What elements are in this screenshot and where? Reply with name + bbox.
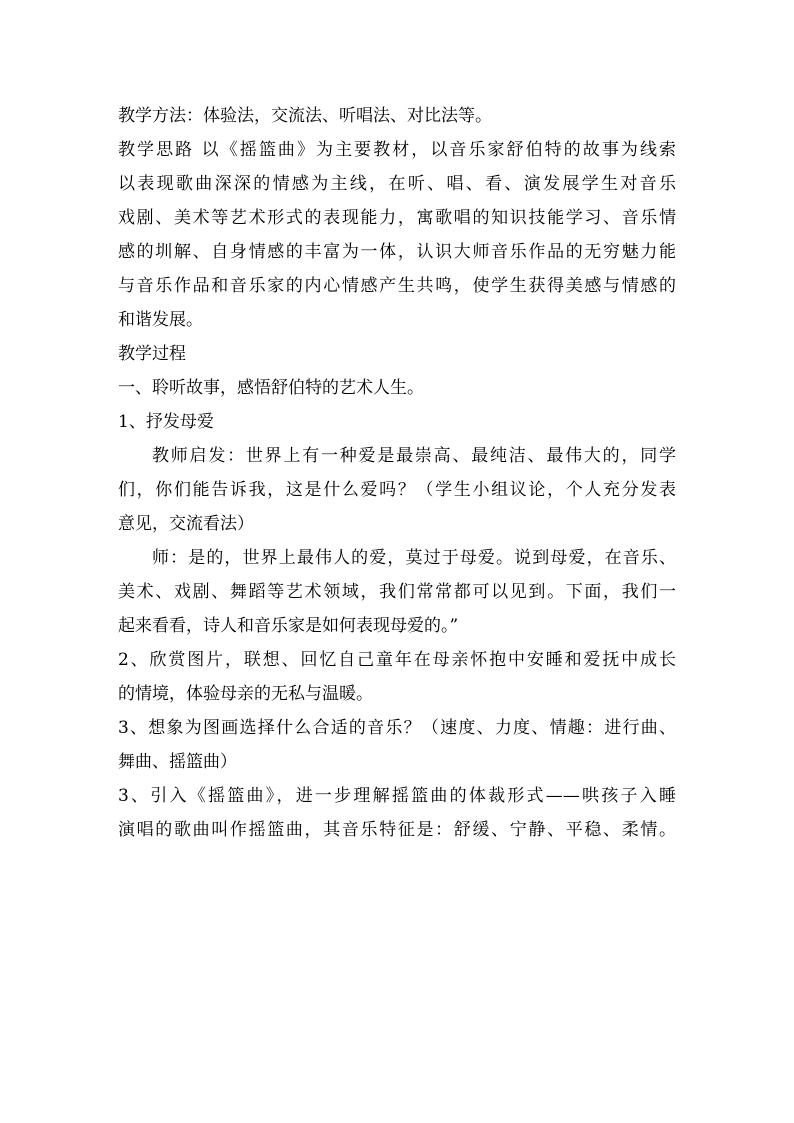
text-line: 戏剧、美术等艺术形式的表现能力，寓歌唱的知识技能学习、音乐情 xyxy=(118,208,676,228)
text-line: 意见，交流看法） xyxy=(118,514,254,534)
text-line: 以表现歌曲深深的情感为主线，在听、唱、看、演发展学生对音乐 xyxy=(118,174,676,194)
document-body xyxy=(118,99,678,847)
text-line: 演唱的歌曲叫作摇篮曲，其音乐特征是：舒缓、宁静、平稳、柔情。 xyxy=(118,820,676,840)
text-line: 与音乐作品和音乐家的内心情感产生共鸣，使学生获得美感与情感的 xyxy=(118,276,676,296)
text-line: 舞曲、摇篮曲） xyxy=(118,752,237,772)
text-line: 1、抒发母爱 xyxy=(118,412,214,432)
text-line: 美术、戏剧、舞蹈等艺术领域，我们常常都可以见到。下面，我们一 xyxy=(118,582,676,602)
text-line: 教学方法：体验法，交流法、听唱法、对比法等。 xyxy=(118,106,492,126)
text-line: 起来看看，诗人和音乐家是如何表现母爱的。” xyxy=(118,616,459,636)
text-line: 教学思路 以《摇篮曲》为主要教材，以音乐家舒伯特的故事为线索 xyxy=(118,140,676,160)
text-line: 和谐发展。 xyxy=(118,310,203,330)
text-line: 教学过程 xyxy=(118,344,186,364)
text-line: 3、想象为图画选择什么合适的音乐？（速度、力度、情趣：进行曲、 xyxy=(118,718,676,738)
text-line: 师：是的，世界上最伟人的爱，莫过于母爱。说到母爱，在音乐、 xyxy=(152,548,676,568)
text-line: 一、聆听故事，感悟舒伯特的艺术人生。 xyxy=(118,378,424,398)
text-line: 感的圳解、自身情感的丰富为一体，认识大师音乐作品的无穷魅力能 xyxy=(118,242,676,262)
text-line: 3、引入《摇篮曲》，进一步理解摇篮曲的体裁形式——哄孩子入睡 xyxy=(118,786,676,806)
text-line: 们，你们能告诉我，这是什么爱吗？（学生小组议论，个人充分发表 xyxy=(118,480,676,500)
text-line: 的情境，体验母亲的无私与温暖。 xyxy=(118,684,373,704)
text-line: 2、欣赏图片，联想、回忆自己童年在母亲怀抱中安睡和爱抚中成长 xyxy=(118,650,676,670)
text-line: 教师启发：世界上有一种爱是最崇高、最纯洁、最伟大的，同学 xyxy=(152,446,676,466)
